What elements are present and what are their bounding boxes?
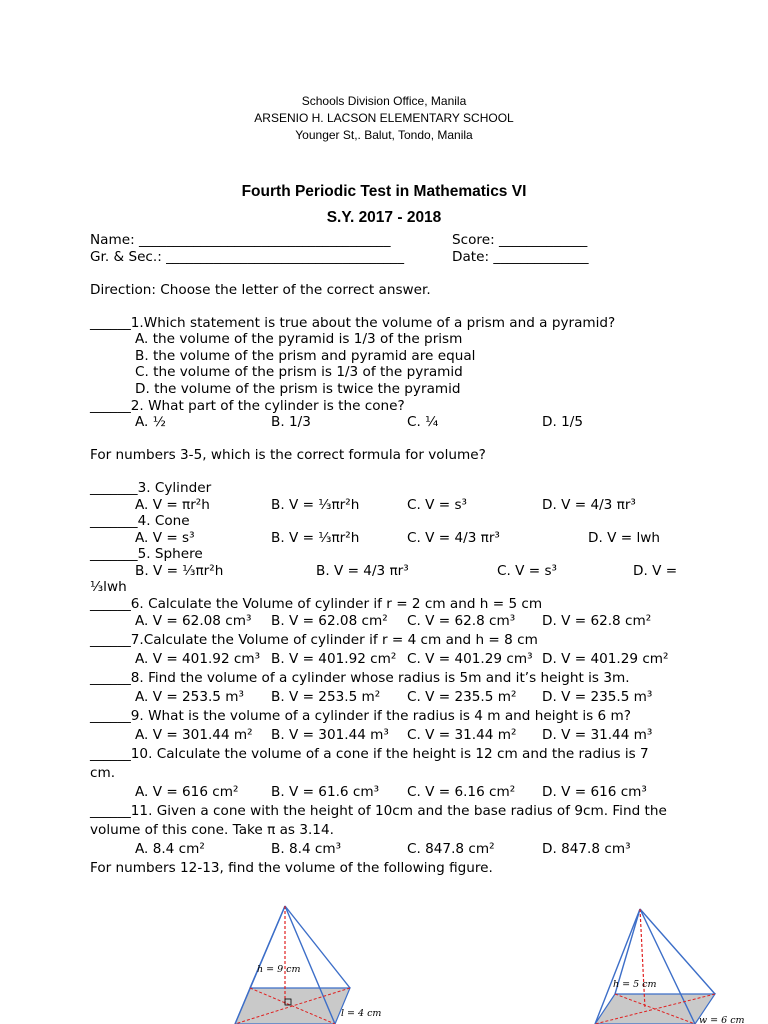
fig1-length-label: l = 4 cm [341, 1008, 382, 1019]
q5-option-d: D. V = [633, 563, 678, 579]
q2-option-c: C. ¼ [407, 414, 439, 430]
q11-option-a: A. 8.4 cm² [135, 841, 205, 857]
school-address: Younger St,. Balut, Tondo, Manila [295, 128, 473, 142]
q1-option-b: B. the volume of the prism and pyramid are equal [135, 348, 476, 364]
question-5: _______5. Sphere [90, 546, 203, 562]
q5-option-a: B. V = ⅓πr²h [135, 563, 224, 579]
question-10-wrap: cm. [90, 765, 116, 781]
q2-option-a: A. ½ [135, 414, 166, 430]
fig1-height-label: h = 9 cm [257, 964, 301, 975]
q4-option-a: A. V = s³ [135, 530, 195, 546]
instruction-3-5: For numbers 3-5, which is the correct formula for volume? [90, 447, 486, 463]
question-1: ______1.Which statement is true about the volume of a prism and a pyramid? [90, 315, 616, 331]
q3-option-a: A. V = πr²h [135, 497, 210, 513]
q9-option-c: C. V = 31.44 m² [407, 727, 517, 743]
q6-option-b: B. V = 62.08 cm² [271, 613, 388, 629]
q1-option-a: A. the volume of the pyramid is 1/3 of the prism [135, 331, 463, 347]
q11-option-b: B. 8.4 cm³ [271, 841, 342, 857]
q1-option-c: C. the volume of the prism is 1/3 of the pyramid [135, 364, 463, 380]
q11-option-d: D. 847.8 cm³ [542, 841, 631, 857]
grade-section-field: Gr. & Sec.: ___________________________________ [90, 249, 405, 265]
q10-option-c: C. V = 6.16 cm² [407, 784, 516, 800]
question-2: ______2. What part of the cylinder is the cone? [90, 398, 405, 414]
instruction-12-13: For numbers 12-13, find the volume of the following figure. [90, 860, 493, 876]
q9-option-d: D. V = 31.44 m³ [542, 727, 653, 743]
q10-option-d: D. V = 616 cm³ [542, 784, 647, 800]
question-4: _______4. Cone [90, 513, 190, 529]
direction-text: Direction: Choose the letter of the correct answer. [90, 282, 431, 298]
question-9: ______9. What is the volume of a cylinder if the radius is 4 m and height is 6 m? [90, 708, 631, 724]
q5-option-c: C. V = s³ [497, 563, 557, 579]
q8-option-c: C. V = 235.5 m² [407, 689, 517, 705]
question-10: ______10. Calculate the volume of a cone if the height is 12 cm and the radius is 7 [90, 746, 649, 762]
school-year: S.Y. 2017 - 2018 [326, 209, 442, 226]
q2-option-b: B. 1/3 [271, 414, 311, 430]
test-title: Fourth Periodic Test in Mathematics VI [241, 183, 527, 200]
q8-option-d: D. V = 235.5 m³ [542, 689, 653, 705]
score-field: Score: _____________ [452, 232, 588, 248]
q11-option-c: C. 847.8 cm² [407, 841, 495, 857]
q9-option-a: A. V = 301.44 m² [135, 727, 253, 743]
q7-option-b: B. V = 401.92 cm² [271, 651, 397, 667]
q2-option-d: D. 1/5 [542, 414, 583, 430]
q7-option-c: C. V = 401.29 cm³ [407, 651, 533, 667]
office-name: Schools Division Office, Manila [301, 94, 467, 108]
name-field: Name: _____________________________________ [90, 232, 391, 248]
q4-option-d: D. V = lwh [588, 530, 660, 546]
fig2-height-label: h = 5 cm [613, 979, 657, 990]
q8-option-a: A. V = 253.5 m³ [135, 689, 244, 705]
q10-option-b: B. V = 61.6 cm³ [271, 784, 380, 800]
q8-option-b: B. V = 253.5 m² [271, 689, 381, 705]
q3-option-b: B. V = ⅓πr²h [271, 497, 360, 513]
q5-option-d-wrap: ⅓lwh [90, 579, 127, 595]
q7-option-d: D. V = 401.29 cm² [542, 651, 669, 667]
question-11-wrap: volume of this cone. Take π as 3.14. [90, 822, 334, 838]
q7-option-a: A. V = 401.92 cm³ [135, 651, 261, 667]
school-name: ARSENIO H. LACSON ELEMENTARY SCHOOL [254, 111, 514, 125]
q4-option-c: C. V = 4/3 πr³ [407, 530, 500, 546]
question-6: ______6. Calculate the Volume of cylinder if r = 2 cm and h = 5 cm [90, 596, 543, 612]
q10-option-a: A. V = 616 cm² [135, 784, 239, 800]
q6-option-a: A. V = 62.08 cm³ [135, 613, 252, 629]
question-7: ______7.Calculate the Volume of cylinder if r = 4 cm and h = 8 cm [90, 632, 538, 648]
q4-option-b: B. V = ⅓πr²h [271, 530, 360, 546]
q6-option-d: D. V = 62.8 cm² [542, 613, 652, 629]
q1-option-d: D. the volume of the prism is twice the pyramid [135, 381, 461, 397]
question-8: ______8. Find the volume of a cylinder whose radius is 5m and it’s height is 3m. [90, 670, 630, 686]
q9-option-b: B. V = 301.44 m³ [271, 727, 389, 743]
pyramid-figure-1 [215, 900, 382, 1024]
q3-option-d: D. V = 4/3 πr³ [542, 497, 636, 513]
question-11: ______11. Given a cone with the height of 10cm and the base radius of 9cm. Find the [90, 803, 667, 819]
q5-option-b: B. V = 4/3 πr³ [316, 563, 409, 579]
pyramid-figure-2 [575, 905, 755, 1024]
fig2-width-label: w = 6 cm [699, 1015, 745, 1024]
question-3: _______3. Cylinder [90, 480, 212, 496]
q3-option-c: C. V = s³ [407, 497, 467, 513]
date-field: Date: ______________ [452, 249, 589, 265]
q6-option-c: C. V = 62.8 cm³ [407, 613, 516, 629]
